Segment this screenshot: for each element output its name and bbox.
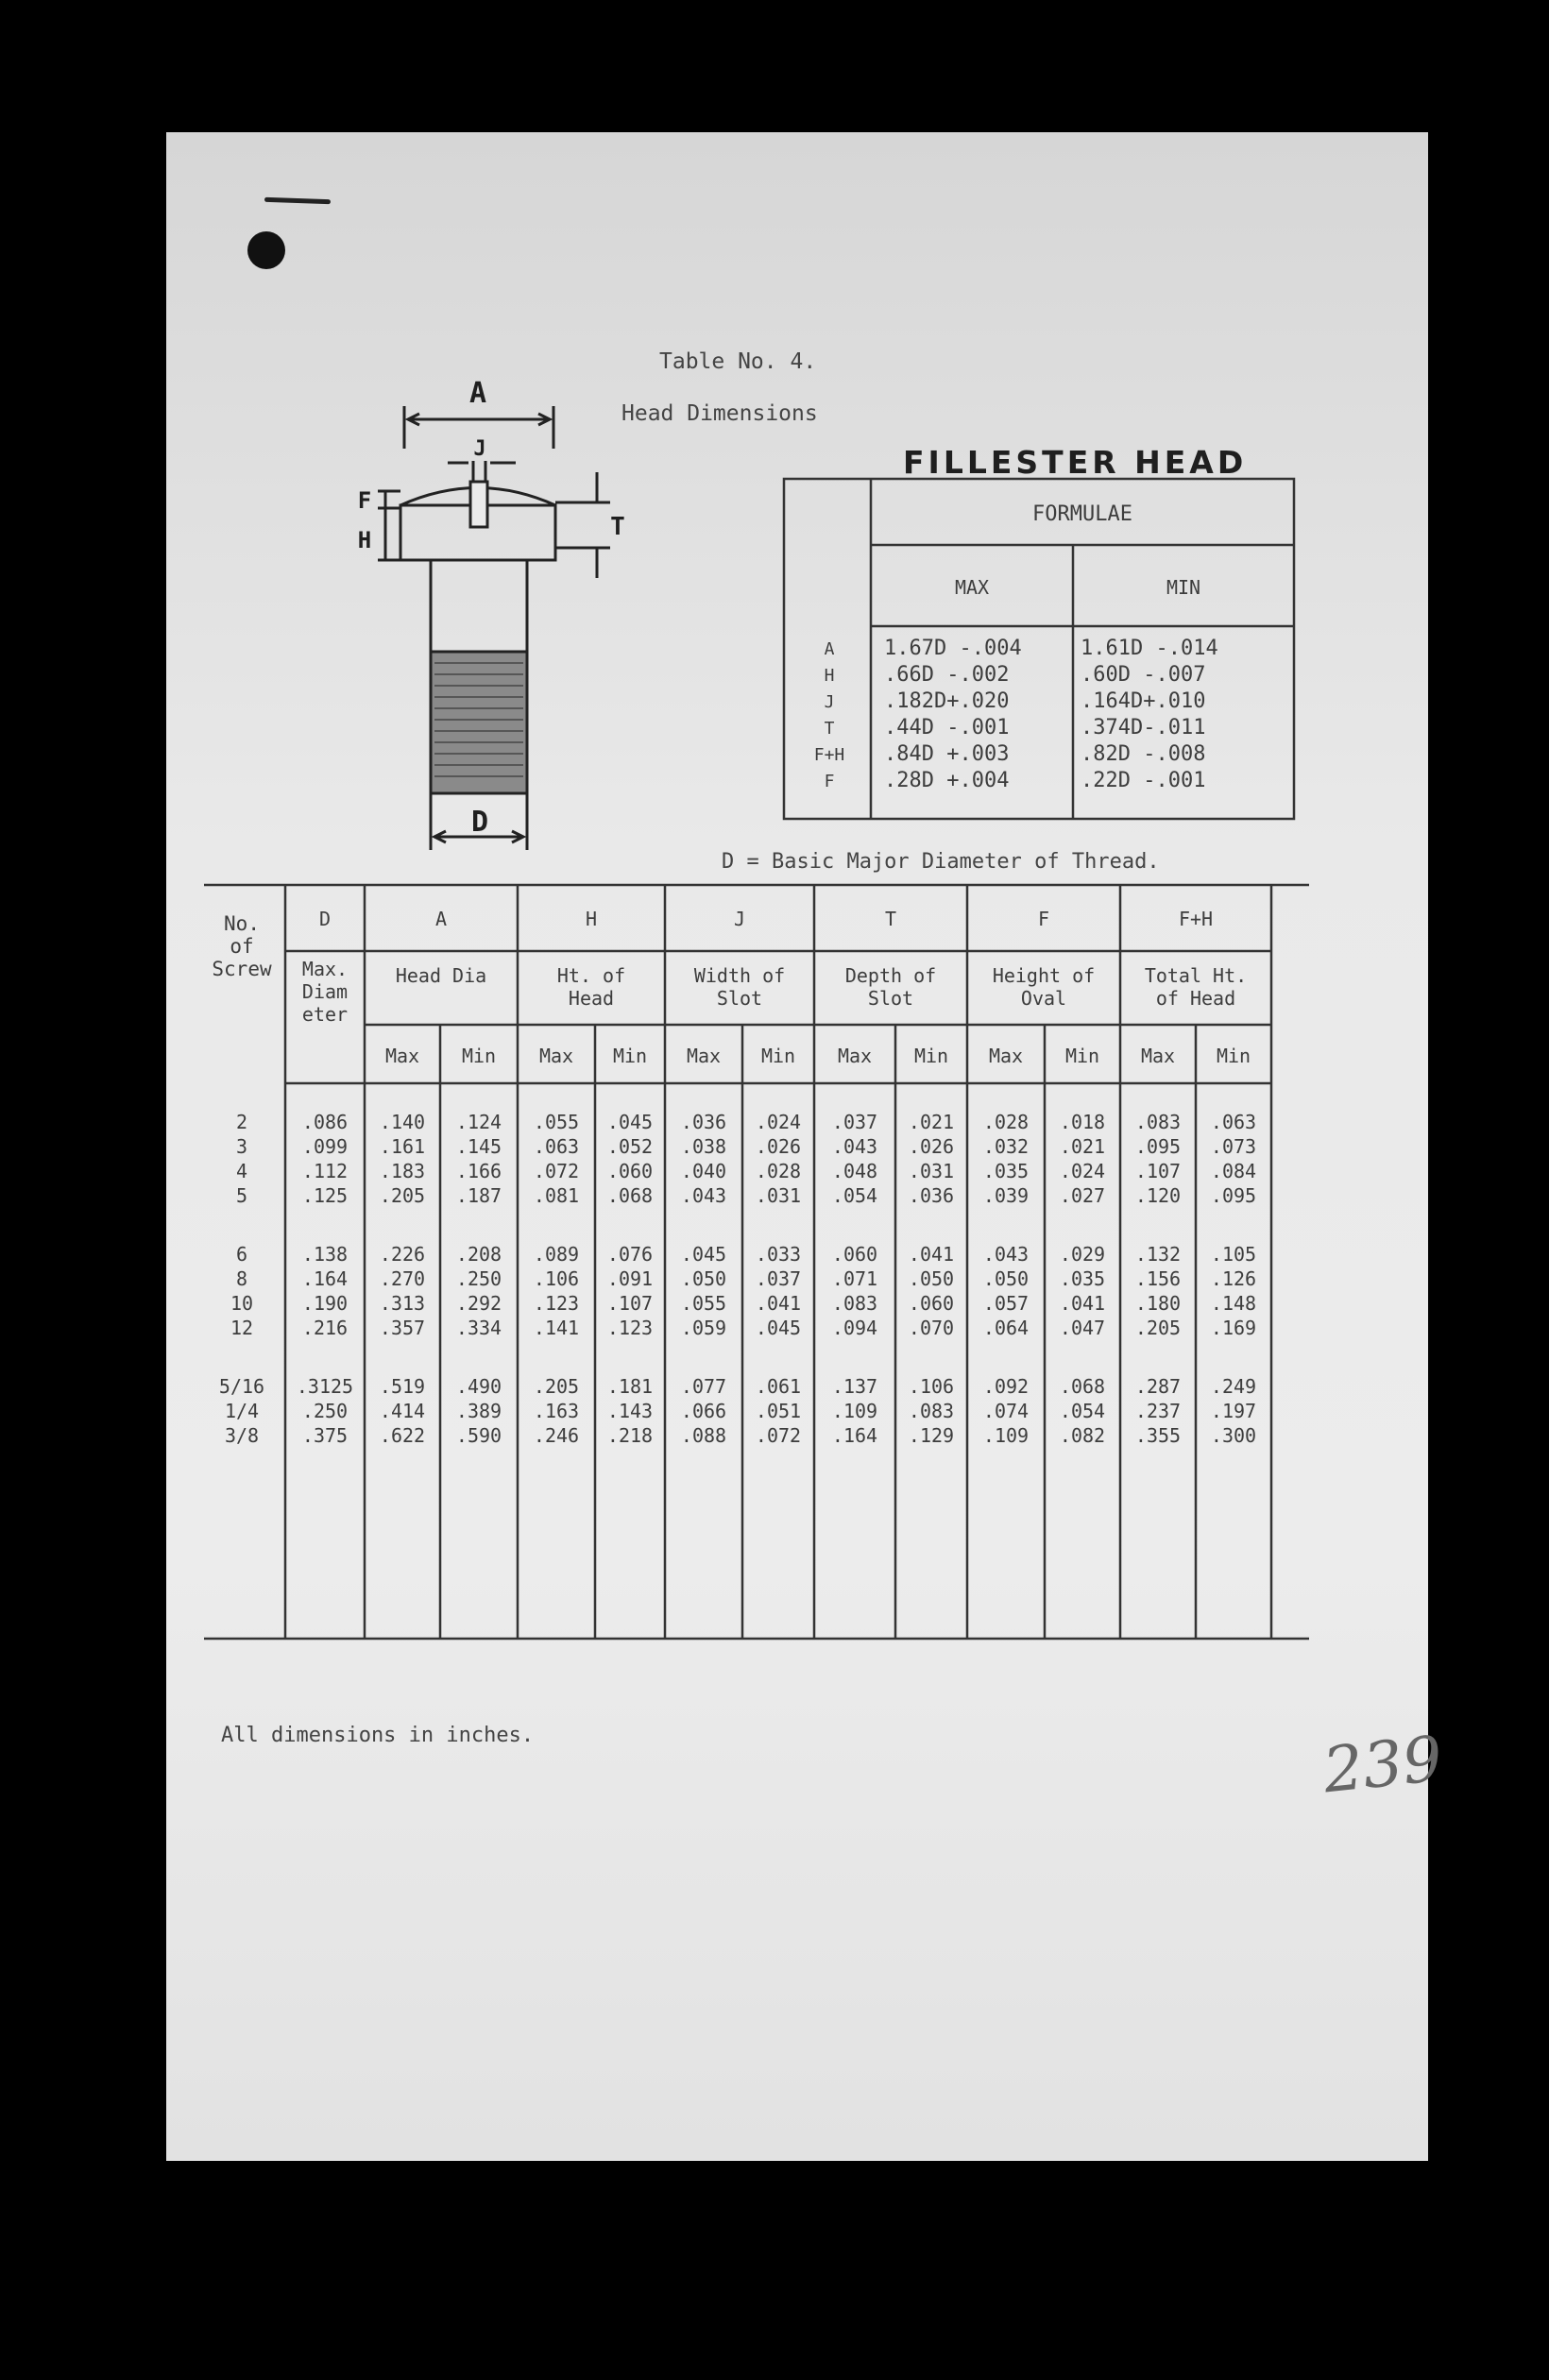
formulae-caption: FORMULAE <box>1032 502 1132 526</box>
table-cell: .068 <box>1059 1375 1106 1398</box>
table-cell: .216 <box>301 1317 349 1339</box>
table-cell: .313 <box>379 1292 426 1315</box>
main-table <box>185 874 1337 1695</box>
table-cell: .050 <box>680 1267 727 1290</box>
pencil-mark <box>264 197 331 204</box>
group-desc: Width of Slot <box>693 964 786 1010</box>
formula-min: .22D -.001 <box>1081 769 1206 792</box>
label-F: F <box>357 487 372 514</box>
table-cell: .590 <box>455 1424 502 1447</box>
screw-size: 4 <box>235 1160 248 1182</box>
table-cell: .028 <box>982 1111 1030 1133</box>
group-code: D <box>318 908 332 930</box>
table-cell: .205 <box>533 1375 580 1398</box>
table-cell: .041 <box>1059 1292 1106 1315</box>
table-cell: .250 <box>301 1400 349 1422</box>
table-cell: .072 <box>755 1424 802 1447</box>
group-code: J <box>733 908 746 930</box>
table-cell: .035 <box>982 1160 1030 1182</box>
table-cell: .045 <box>755 1317 802 1339</box>
group-desc: Height of Oval <box>992 964 1096 1010</box>
sub-header: Max <box>686 1045 722 1067</box>
table-cell: .068 <box>606 1184 654 1207</box>
formula-max: .28D +.004 <box>884 769 1010 792</box>
table-cell: .083 <box>908 1400 955 1422</box>
table-cell: .161 <box>379 1135 426 1158</box>
table-cell: .181 <box>606 1375 654 1398</box>
group-desc: Total Ht. of Head <box>1144 964 1248 1010</box>
table-cell: .148 <box>1210 1292 1257 1315</box>
table-cell: .129 <box>908 1424 955 1447</box>
row-header: No. of Screw <box>212 912 272 980</box>
group-code: F+H <box>1178 908 1214 930</box>
formula-dim: H <box>824 666 835 686</box>
table-cell: .249 <box>1210 1375 1257 1398</box>
table-cell: .037 <box>755 1267 802 1290</box>
table-cell: .163 <box>533 1400 580 1422</box>
table-cell: .091 <box>606 1267 654 1290</box>
table-cell: .292 <box>455 1292 502 1315</box>
table-cell: .066 <box>680 1400 727 1422</box>
table-cell: .112 <box>301 1160 349 1182</box>
table-cell: .107 <box>1134 1160 1182 1182</box>
table-cell: .270 <box>379 1267 426 1290</box>
sub-header: Max <box>1140 1045 1176 1067</box>
table-cell: .037 <box>831 1111 878 1133</box>
screw-size: 3 <box>235 1135 248 1158</box>
table-cell: .109 <box>982 1424 1030 1447</box>
label-D: D <box>470 806 489 839</box>
table-cell: .026 <box>908 1135 955 1158</box>
table-cell: .226 <box>379 1243 426 1266</box>
table-cell: .043 <box>982 1243 1030 1266</box>
table-cell: .063 <box>1210 1111 1257 1133</box>
table-cell: .035 <box>1059 1267 1106 1290</box>
table-cell: .095 <box>1210 1184 1257 1207</box>
formula-dim: F+H <box>813 745 845 765</box>
table-cell: .137 <box>831 1375 878 1398</box>
table-cell: .3125 <box>296 1375 354 1398</box>
table-cell: .126 <box>1210 1267 1257 1290</box>
table-cell: .083 <box>831 1292 878 1315</box>
table-cell: .490 <box>455 1375 502 1398</box>
table-cell: .300 <box>1210 1424 1257 1447</box>
sub-header: Max <box>837 1045 873 1067</box>
group-desc: Max. Diam eter <box>301 958 349 1026</box>
formula-max: .182D+.020 <box>884 689 1010 713</box>
punch-hole <box>247 231 285 269</box>
table-cell: .109 <box>831 1400 878 1422</box>
table-cell: .140 <box>379 1111 426 1133</box>
table-cell: .164 <box>831 1424 878 1447</box>
table-cell: .054 <box>1059 1400 1106 1422</box>
formula-dim: F <box>824 772 835 791</box>
table-cell: .622 <box>379 1424 426 1447</box>
table-cell: .120 <box>1134 1184 1182 1207</box>
table-cell: .036 <box>680 1111 727 1133</box>
group-desc: Ht. of Head <box>556 964 626 1010</box>
sub-header: Max <box>988 1045 1024 1067</box>
group-code: T <box>884 908 897 930</box>
table-cell: .355 <box>1134 1424 1182 1447</box>
table-cell: .143 <box>606 1400 654 1422</box>
table-cell: .077 <box>680 1375 727 1398</box>
sub-header: Min <box>1064 1045 1100 1067</box>
table-cell: .092 <box>982 1375 1030 1398</box>
formulae-col-min: MIN <box>1166 576 1201 599</box>
label-T: T <box>610 513 625 541</box>
table-cell: .105 <box>1210 1243 1257 1266</box>
table-cell: .076 <box>606 1243 654 1266</box>
table-cell: .083 <box>1134 1111 1182 1133</box>
table-cell: .414 <box>379 1400 426 1422</box>
formula-max: .66D -.002 <box>884 663 1010 687</box>
table-cell: .032 <box>982 1135 1030 1158</box>
formula-max: 1.67D -.004 <box>884 637 1022 660</box>
table-cell: .041 <box>755 1292 802 1315</box>
table-cell: .021 <box>1059 1135 1106 1158</box>
table-cell: .375 <box>301 1424 349 1447</box>
table-cell: .094 <box>831 1317 878 1339</box>
table-cell: .074 <box>982 1400 1030 1422</box>
group-code: A <box>434 908 448 930</box>
table-cell: .028 <box>755 1160 802 1182</box>
table-cell: .026 <box>755 1135 802 1158</box>
group-code: H <box>585 908 598 930</box>
sub-header: Max <box>384 1045 420 1067</box>
table-cell: .050 <box>982 1267 1030 1290</box>
table-cell: .040 <box>680 1160 727 1182</box>
table-cell: .036 <box>908 1184 955 1207</box>
table-cell: .132 <box>1134 1243 1182 1266</box>
formulae-col-max: MAX <box>954 576 990 599</box>
table-cell: .099 <box>301 1135 349 1158</box>
table-cell: .031 <box>755 1184 802 1207</box>
table-cell: .169 <box>1210 1317 1257 1339</box>
table-cell: .205 <box>1134 1317 1182 1339</box>
table-cell: .205 <box>379 1184 426 1207</box>
formula-dim: A <box>824 639 835 659</box>
table-cell: .057 <box>982 1292 1030 1315</box>
table-cell: .208 <box>455 1243 502 1266</box>
table-cell: .061 <box>755 1375 802 1398</box>
table-cell: .051 <box>755 1400 802 1422</box>
page-number: 239 <box>1319 1722 1446 1808</box>
sub-header: Min <box>461 1045 497 1067</box>
table-cell: .519 <box>379 1375 426 1398</box>
formula-max: .84D +.003 <box>884 742 1010 766</box>
table-cell: .357 <box>379 1317 426 1339</box>
formula-min: .374D-.011 <box>1081 716 1206 740</box>
table-cell: .106 <box>908 1375 955 1398</box>
formula-dim: T <box>824 719 835 739</box>
table-cell: .190 <box>301 1292 349 1315</box>
table-cell: .048 <box>831 1160 878 1182</box>
table-cell: .237 <box>1134 1400 1182 1422</box>
screw-size: 5 <box>235 1184 248 1207</box>
table-cell: .164 <box>301 1267 349 1290</box>
formulae-table <box>780 468 1309 836</box>
table-cell: .021 <box>908 1111 955 1133</box>
sub-header: Min <box>612 1045 648 1067</box>
table-cell: .287 <box>1134 1375 1182 1398</box>
table-cell: .060 <box>908 1292 955 1315</box>
screw-size: 12 <box>230 1317 254 1339</box>
table-cell: .125 <box>301 1184 349 1207</box>
formula-dim: J <box>824 692 835 712</box>
screw-size: 8 <box>235 1267 248 1290</box>
table-cell: .141 <box>533 1317 580 1339</box>
table-cell: .018 <box>1059 1111 1106 1133</box>
screw-size: 1/4 <box>224 1400 260 1422</box>
table-cell: .052 <box>606 1135 654 1158</box>
sub-header: Max <box>538 1045 574 1067</box>
table-cell: .086 <box>301 1111 349 1133</box>
table-cell: .047 <box>1059 1317 1106 1339</box>
table-cell: .138 <box>301 1243 349 1266</box>
sub-header: Min <box>913 1045 949 1067</box>
table-cell: .089 <box>533 1243 580 1266</box>
table-cell: .106 <box>533 1267 580 1290</box>
table-cell: .166 <box>455 1160 502 1182</box>
table-cell: .082 <box>1059 1424 1106 1447</box>
screw-size: 5/16 <box>218 1375 265 1398</box>
sub-header: Min <box>1216 1045 1251 1067</box>
table-cell: .334 <box>455 1317 502 1339</box>
table-cell: .063 <box>533 1135 580 1158</box>
table-cell: .064 <box>982 1317 1030 1339</box>
table-cell: .081 <box>533 1184 580 1207</box>
group-desc: Depth of Slot <box>844 964 937 1010</box>
table-cell: .054 <box>831 1184 878 1207</box>
screw-size: 2 <box>235 1111 248 1133</box>
table-cell: .246 <box>533 1424 580 1447</box>
table-cell: .124 <box>455 1111 502 1133</box>
table-cell: .024 <box>1059 1160 1106 1182</box>
table-cell: .084 <box>1210 1160 1257 1182</box>
formula-min: .60D -.007 <box>1081 663 1206 687</box>
table-cell: .156 <box>1134 1267 1182 1290</box>
table-cell: .027 <box>1059 1184 1106 1207</box>
table-cell: .197 <box>1210 1400 1257 1422</box>
table-cell: .123 <box>606 1317 654 1339</box>
formula-max: .44D -.001 <box>884 716 1010 740</box>
table-cell: .123 <box>533 1292 580 1315</box>
label-J: J <box>473 437 486 461</box>
table-cell: .060 <box>831 1243 878 1266</box>
table-cell: .095 <box>1134 1135 1182 1158</box>
table-cell: .060 <box>606 1160 654 1182</box>
table-cell: .145 <box>455 1135 502 1158</box>
table-cell: .250 <box>455 1267 502 1290</box>
head-type-title: FILLESTER HEAD <box>903 444 1248 481</box>
table-cell: .024 <box>755 1111 802 1133</box>
table-cell: .038 <box>680 1135 727 1158</box>
table-cell: .055 <box>680 1292 727 1315</box>
table-cell: .073 <box>1210 1135 1257 1158</box>
table-subtitle: Head Dimensions <box>621 401 818 426</box>
screw-size: 3/8 <box>224 1424 260 1447</box>
table-cell: .071 <box>831 1267 878 1290</box>
table-cell: .045 <box>606 1111 654 1133</box>
label-A: A <box>468 377 487 410</box>
table-cell: .045 <box>680 1243 727 1266</box>
formula-min: .82D -.008 <box>1081 742 1206 766</box>
table-cell: .041 <box>908 1243 955 1266</box>
formula-min: .164D+.010 <box>1081 689 1206 713</box>
formulae-note: D = Basic Major Diameter of Thread. <box>722 850 1160 874</box>
table-cell: .183 <box>379 1160 426 1182</box>
group-code: F <box>1037 908 1050 930</box>
label-H: H <box>357 527 372 553</box>
table-cell: .039 <box>982 1184 1030 1207</box>
table-cell: .107 <box>606 1292 654 1315</box>
table-cell: .029 <box>1059 1243 1106 1266</box>
table-cell: .043 <box>831 1135 878 1158</box>
table-cell: .072 <box>533 1160 580 1182</box>
table-cell: .031 <box>908 1160 955 1182</box>
sub-header: Min <box>760 1045 796 1067</box>
table-cell: .088 <box>680 1424 727 1447</box>
table-cell: .389 <box>455 1400 502 1422</box>
screw-size: 6 <box>235 1243 248 1266</box>
screw-size: 10 <box>230 1292 254 1315</box>
group-desc: Head Dia <box>395 964 487 987</box>
table-cell: .218 <box>606 1424 654 1447</box>
table-title: Table No. 4. <box>659 349 817 374</box>
formula-min: 1.61D -.014 <box>1081 637 1218 660</box>
document-page <box>166 132 1446 2161</box>
table-cell: .050 <box>908 1267 955 1290</box>
screw-diagram <box>336 359 629 944</box>
table-cell: .187 <box>455 1184 502 1207</box>
table-cell: .033 <box>755 1243 802 1266</box>
footnote: All dimensions in inches. <box>221 1724 535 1747</box>
table-cell: .059 <box>680 1317 727 1339</box>
table-cell: .180 <box>1134 1292 1182 1315</box>
table-cell: .043 <box>680 1184 727 1207</box>
table-cell: .055 <box>533 1111 580 1133</box>
table-cell: .070 <box>908 1317 955 1339</box>
